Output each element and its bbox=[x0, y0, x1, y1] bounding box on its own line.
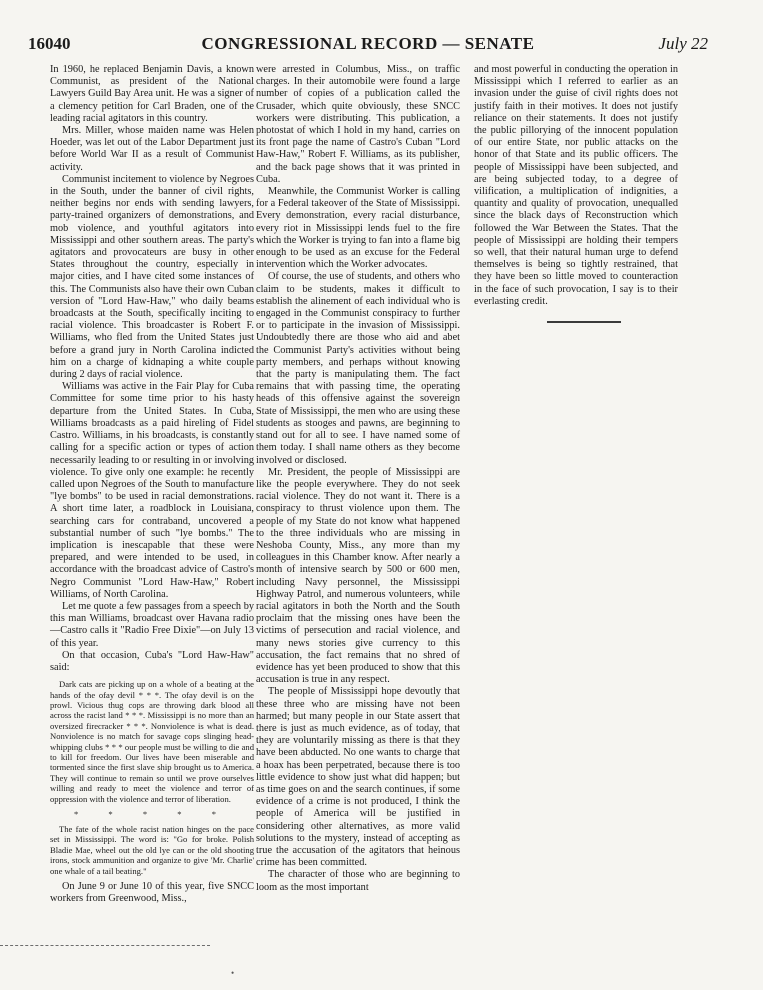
paragraph: The character of those who are beginning to loom as the most important bbox=[256, 869, 460, 893]
paragraph: Meanwhile, the Communist Worker is calling for a Federal takeover of the State of Mississippi. Every demonstration, every racial disturbance, every riot in Mississippi lends fuel to the fire which the Worker is trying to fan into a flame big enough to be used as an excuse for the Federal intervention which the Worker advocates. bbox=[256, 186, 460, 271]
paragraph: Williams was active in the Fair Play for Cuba Committee for some time prior to his hasty departure from the United States. In Cuba, Williams broadcasts as a paid hireling of Fidel Castro. Williams, in his broadcasts, is constantly calling for a specific action or types of action necessarily leading to or resulting in or involving violence. To give only one example: he recently called upon Negroes of the South to manufacture "lye bombs" to be used in racial demonstrations. A short time later, a roadblock in Louisiana, searching cars for contraband, uncovered a substantial number of such "lye bombs." The implication is inescapable that these were prepared, and were intended to be used, in accordance with the broadcast advice of Castro's Negro Communist "Lord Haw-Haw," Robert Williams, of North Carolina. bbox=[50, 381, 254, 600]
text-column-right bbox=[474, 64, 678, 308]
text-column-left bbox=[50, 64, 254, 905]
page-number: 16040 bbox=[28, 34, 71, 53]
paragraph: On June 9 or June 10 of this year, five SNCC workers from Greenwood, Miss., bbox=[50, 881, 254, 905]
paragraph: Of course, the use of students, and others who claim to be students, makes it difficult to establish the alinement of each individual who is engaged in the Communist conspiracy to further or to participate in the invasion of Mississippi. Undoubtedly there are those who aid and abet the Communist Party's activities without being party members, and perhaps without knowing that the party is manipulating them. The fact remains that with passing time, the operating heads of this offensive against the sovereign State of Mississippi, the men who are using these students as stooges and pawns, are beginning to stand out for all to see. I have named some of them today. I shall name others as they become involved or disclosed. bbox=[256, 271, 460, 466]
publication-title: CONGRESSIONAL RECORD — SENATE bbox=[201, 34, 535, 53]
paragraph: Communist incitement to violence by Negroes in the South, under the banner of civil rights, neither begins nor ends with sending lawyers, party-trained organizers of demonstrations, and mob violence, and youthful agitators into Mississippi and other southern areas. The party's agitators and provocateurs are busy in other States throughout the country, especially in major cities, and I have cited some instances of this. The Communists also have their own Cuban version of "Lord Haw-Haw," who daily beams broadcasts at the South, specifically inciting to racial violence. This broadcaster is Robert F. Williams, who fled from the United States just before a grand jury in North Carolina indicted him on a charge of kidnaping a white couple during 2 days of racial violence. bbox=[50, 173, 254, 381]
text-column-middle bbox=[256, 64, 460, 894]
page-header bbox=[28, 34, 708, 56]
ellipsis-stars: * * * * * bbox=[73, 809, 231, 820]
paragraph: On that occasion, Cuba's "Lord Haw-Haw" said: bbox=[50, 649, 254, 673]
issue-date: July 22 bbox=[658, 34, 708, 53]
section-end-rule bbox=[547, 321, 621, 323]
paragraph: Mr. President, the people of Mississippi are like the people everywhere. They do not seek racial violence. They do not want it. There is a conspiracy to thrust violence upon them. The people of my State do not know what happened to the three individuals who are missing in Neshoba County, Miss., any more than my colleagues in this Chamber know. After nearly a month of intensive search by 500 or 600 men, including Navy personnel, the Mississippi Highway Patrol, and numerous volunteers, while racial agitators in both the North and the South proclaim that the missing ones have been the victims of persecution and racial violence, and many news stories give currency to this accusation, the fact remains that no shred of evidence has yet been produced to show that this accusation is true in any respect. bbox=[256, 466, 460, 686]
continued-paragraph: and most powerful in conducting the operation in Mississippi which I referred to earlier as an invasion under the guise of civil rights does not justify faith in their motives. It does not justify reliance on their statements. It does not justify the public pillorying of the innocent population of our entire State, nor public attacks on the honor of that State and its public officers. The people of Mississippi have been subjected, and are being subjected today, to a degree of vilification, a multiplication of indignities, a quantity and quality of provocation, unequalled since the black days of Reconstruction which followed the War Between the States. That the people of Mississippi are holding their tempers so well, that their natural human urge to defend themselves is being so tightly restrained, that they have been so little moved to counteraction in the face of such provocation, I say is to their everlasting credit. bbox=[474, 64, 678, 307]
block-quote: Dark cats are picking up on a whole of a beating at the hands of the ofay devil * * *. The ofay devil is on the prowl. Vicious thug cops are throwing dark blood all across the racist land * * *. Mississippi is no more than an oversized firecracker * * *. Nonviolence is what is dead. Nonviolence is no match for savage cops slinging head-whipping clubs * * * our people must be willing to die and to kill for freedom. Our lives have been miserable and tormented since the first slave ship brought us to America. They will continue to remain so until we prove ourselves willing and ready to meet the violence and terror of oppression with the violence and terror of liberation. bbox=[50, 679, 254, 804]
paragraph: Mrs. Miller, whose maiden name was Helen Hoeder, was let out of the Labor Department just before World War II as a result of Communist activity. bbox=[50, 125, 254, 173]
footer-mark: • bbox=[231, 968, 235, 978]
continued-paragraph: In 1960, he replaced Benjamin Davis, a known Communist, as president of the National Lawyers Guild Bay Area unit. He was a signer of a clemency petition for Carl Braden, one of the leading racial agitators in this country. bbox=[50, 64, 254, 124]
paragraph: Let me quote a few passages from a speech by this man Williams, broadcast over Havana radio—Castro calls it "Radio Free Dixie"—on July 13 of this year. bbox=[50, 600, 254, 649]
block-quote: The fate of the whole racist nation hinges on the pace set in Mississippi. The word is: "Go for broke. Polish Bladie Mae, wheel out the old lye can or the old shooting irons, stock ammunition and organize to give 'Mr. Charlie' one whale of a tail beating." bbox=[50, 824, 254, 876]
bottom-page-edge-line bbox=[0, 945, 210, 946]
paragraph: The people of Mississippi hope devoutly that these three who are missing have not been harmed; but many people in our State assert that there is just as much evidence, as of today, that they are voluntarily missing as there is that they have been abducted. No one wants to charge that a hoax has been perpetrated, because there is too little evidence to show just what did happen; but as time goes on and the search continues, if some evidence of a crime is not produced, I think the people of America will be justified in considering other alternatives, as more valid solutions to the mystery, instead of accepting as true the accusation of the agitators that heinous crime has been committed. bbox=[256, 686, 460, 869]
continued-paragraph: were arrested in Columbus, Miss., on traffic charges. In their automobile were found a large number of copies of a publication called the Crusader, which quite obviously, these SNCC workers were distributing. This publication, a photostat of which I hold in my hand, carries on its front page the name of Castro's Cuban "Lord Haw-Haw," Robert F. Williams, as its publisher, and the back page shows that it was printed in Cuba. bbox=[256, 64, 460, 185]
